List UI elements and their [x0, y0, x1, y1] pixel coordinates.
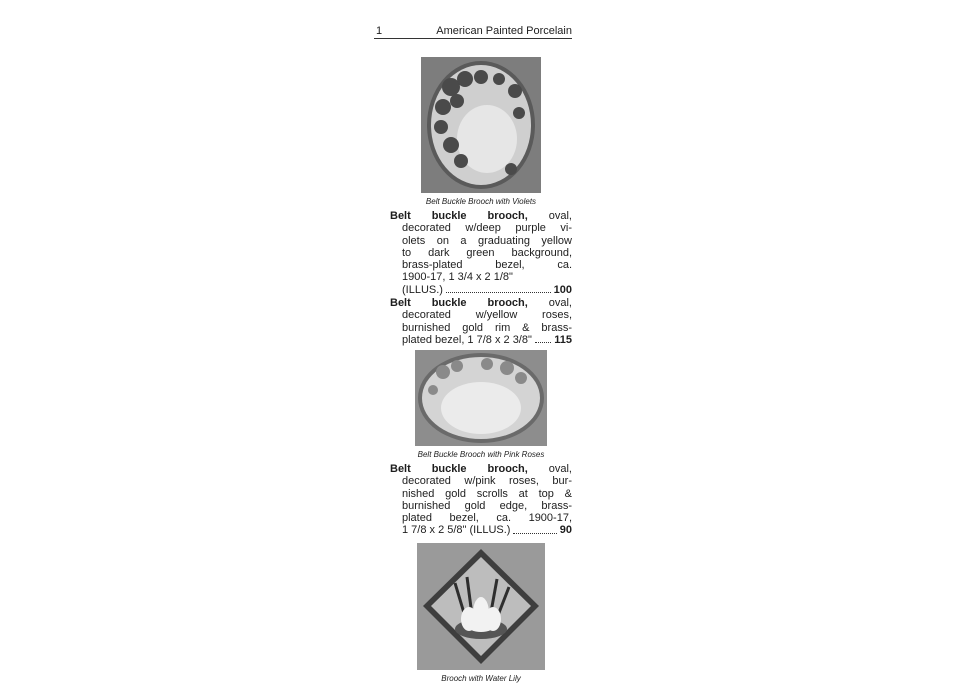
header-rule [374, 38, 572, 39]
entry-line: 1 7/8 x 2 5/8" (ILLUS.) 90 [402, 524, 572, 537]
entry-title: Belt buckle brooch, [390, 210, 528, 222]
entry-title: Belt buckle brooch, [390, 297, 528, 309]
entry-line: Belt buckle brooch, oval, [390, 210, 572, 222]
entry-price: 100 [553, 283, 572, 296]
entry-line: (ILLUS.) 100 [402, 283, 572, 296]
entry-line: brass-plated bezel, ca. [402, 259, 572, 272]
entry-line: plated bezel, ca. 1900-17, [402, 512, 572, 525]
entry-line: to dark green background, [402, 246, 572, 259]
running-title: American Painted Porcelain [436, 25, 572, 37]
entry-line: Belt buckle brooch, oval, [390, 297, 572, 309]
entry-line: 1900-17, 1 3/4 x 2 1/8" [402, 271, 513, 284]
entry-line: burnished gold rim & brass- [402, 321, 572, 334]
page-number: 1 [376, 25, 383, 37]
figure-caption: Belt Buckle Brooch with Violets [425, 197, 537, 206]
entry-price: 115 [554, 333, 572, 346]
pink-roses-brooch-photo [415, 350, 547, 446]
entry-line: decorated w/pink roses, bur- [402, 475, 572, 488]
entry-line: decorated w/deep purple vi- [402, 222, 572, 235]
entry-line: decorated w/yellow roses, [402, 309, 572, 322]
entry-line: burnished gold edge, brass- [402, 499, 572, 512]
entry-title: Belt buckle brooch, [390, 463, 528, 475]
entry-line: olets on a graduating yellow [402, 234, 572, 247]
entry-line: plated bezel, 1 7/8 x 2 3/8" 115 [402, 333, 572, 346]
catalog-entry [390, 297, 572, 346]
catalog-entry [390, 463, 572, 537]
figure-caption: Brooch with Water Lily [441, 674, 521, 683]
entry-price: 90 [559, 524, 572, 537]
water-lily-brooch-photo [417, 543, 545, 670]
catalog-entry [390, 210, 572, 296]
entry-line: nished gold scrolls at top & [402, 487, 572, 500]
figure-caption: Belt Buckle Brooch with Pink Roses [417, 450, 545, 459]
entry-line: Belt buckle brooch, oval, [390, 463, 572, 475]
violets-brooch-photo [421, 57, 541, 193]
